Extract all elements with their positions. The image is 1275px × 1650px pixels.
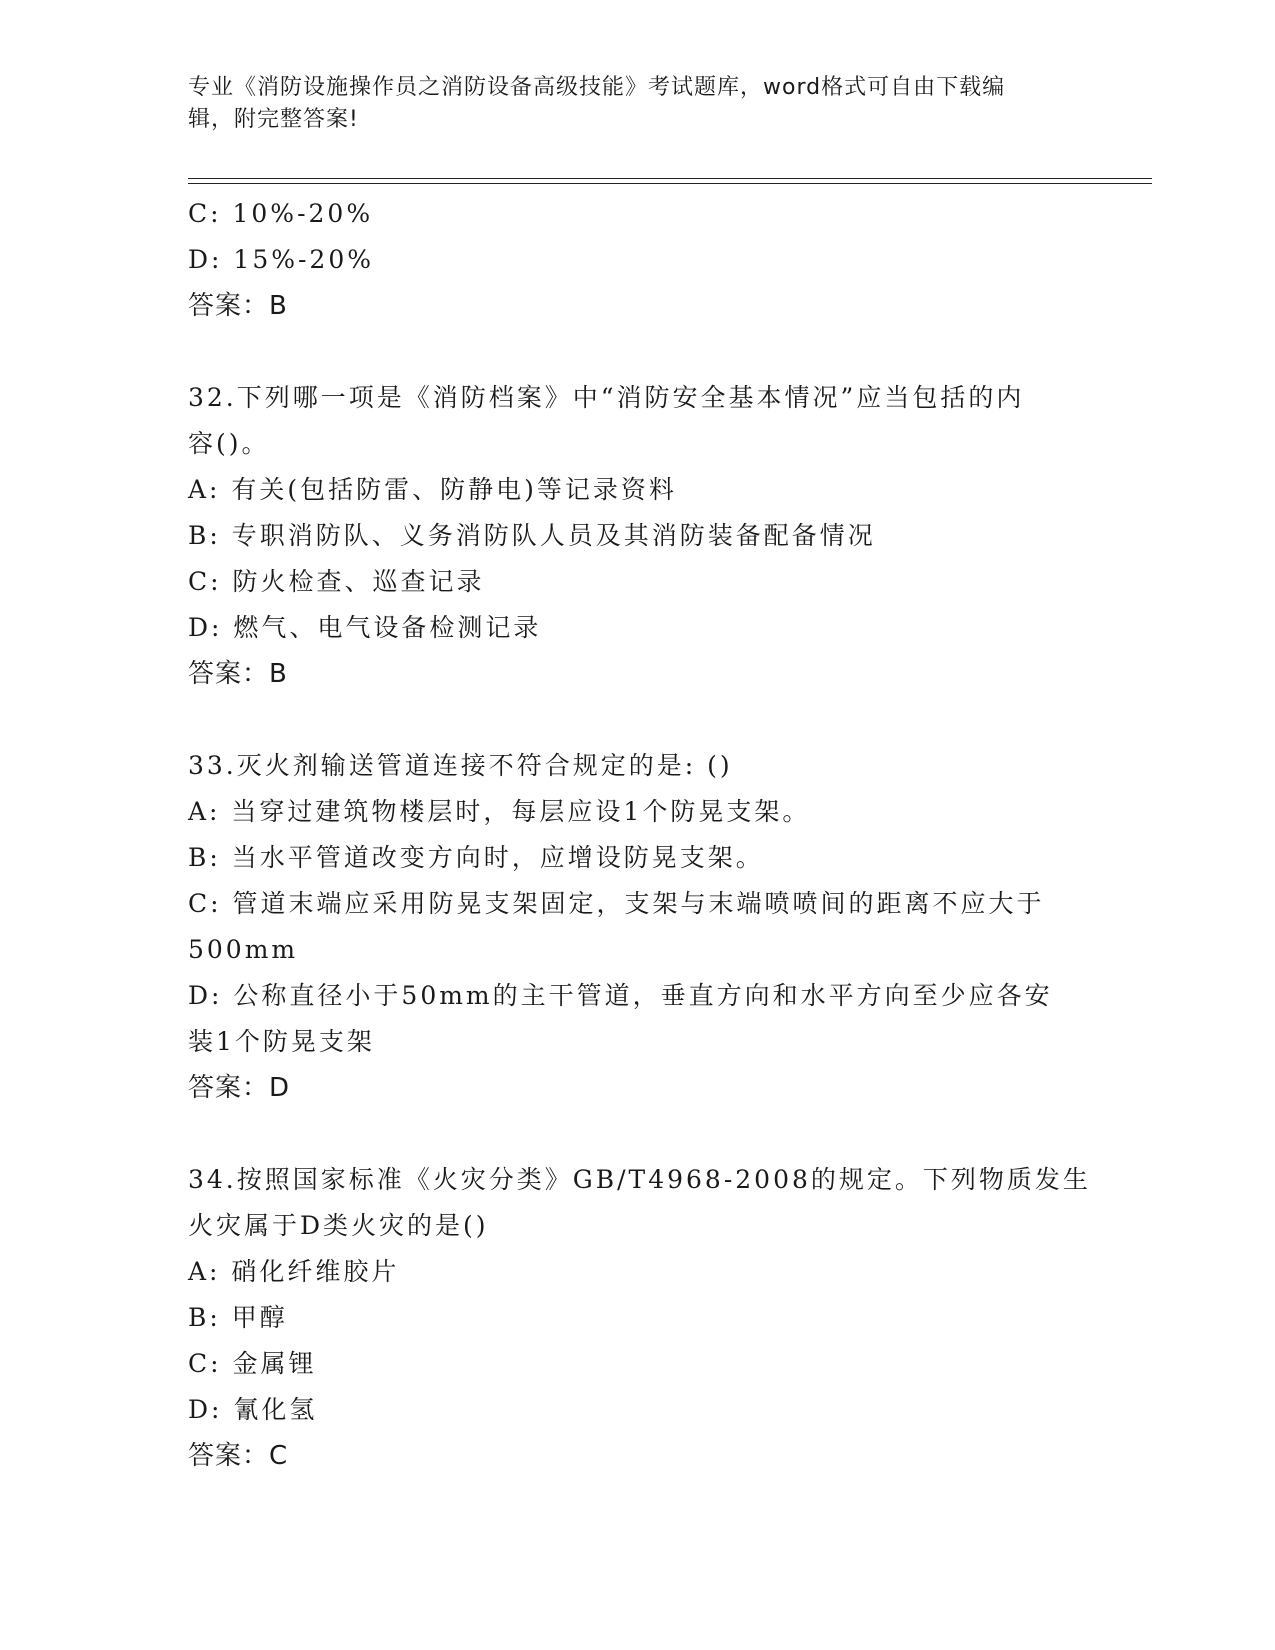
question-stem: 34.按照国家标准《火灾分类》GB/T4968-2008的规定。下列物质发生 — [188, 1165, 1091, 1194]
question-34 — [188, 1157, 1091, 1479]
question-stem: 32.下列哪一项是《消防档案》中“消防安全基本情况”应当包括的内 — [188, 383, 1025, 412]
spacer — [188, 329, 1088, 375]
question-31-tail — [188, 191, 1088, 329]
option-d: D: 燃气、电气设备检测记录 — [188, 613, 542, 642]
question-stem-cont: 火灾属于D类火灾的是() — [188, 1211, 489, 1240]
answer-line: 答案：B — [188, 659, 288, 689]
option-c-cont: 500mm — [188, 935, 299, 964]
header-line-2: 辑，附完整答案! — [188, 107, 359, 132]
option-a: A: 有关(包括防雷、防静电)等记录资料 — [188, 475, 677, 504]
answer-line: 答案：B — [188, 291, 288, 321]
header-line-1: 专业《消防设施操作员之消防设备高级技能》考试题库，word格式可自由下载编 — [188, 75, 1006, 100]
option-b: B: 甲醇 — [188, 1303, 288, 1332]
option-a: A: 当穿过建筑物楼层时，每层应设1个防晃支架。 — [188, 797, 811, 826]
question-content — [188, 191, 1091, 1479]
question-32 — [188, 375, 1088, 697]
header-divider-top — [188, 178, 1152, 179]
option-c: C: 10%-20% — [188, 199, 374, 228]
question-33 — [188, 743, 1088, 1111]
option-b: B: 当水平管道改变方向时，应增设防晃支架。 — [188, 843, 764, 872]
question-stem-cont: 容()。 — [188, 429, 270, 458]
spacer — [188, 1111, 1088, 1157]
option-d-cont: 装1个防晃支架 — [188, 1027, 375, 1056]
option-c: C: 金属锂 — [188, 1349, 317, 1378]
document-header — [188, 72, 1068, 136]
spacer — [188, 697, 1088, 743]
answer-line: 答案：D — [188, 1073, 291, 1103]
option-c: C: 管道末端应采用防晃支架固定，支架与末端喷喷间的距离不应大于 — [188, 889, 1045, 918]
option-d: D: 氰化氢 — [188, 1395, 318, 1424]
option-c: C: 防火检查、巡查记录 — [188, 567, 485, 596]
option-d: D: 15%-20% — [188, 245, 374, 274]
answer-line: 答案：C — [188, 1441, 289, 1471]
question-stem: 33.灭火剂输送管道连接不符合规定的是: () — [188, 751, 733, 780]
option-b: B: 专职消防队、义务消防队人员及其消防装备配备情况 — [188, 521, 876, 550]
option-a: A: 硝化纤维胶片 — [188, 1257, 400, 1286]
header-divider-bottom — [188, 183, 1152, 184]
option-d: D: 公称直径小于50mm的主干管道，垂直方向和水平方向至少应各安 — [188, 981, 1053, 1010]
